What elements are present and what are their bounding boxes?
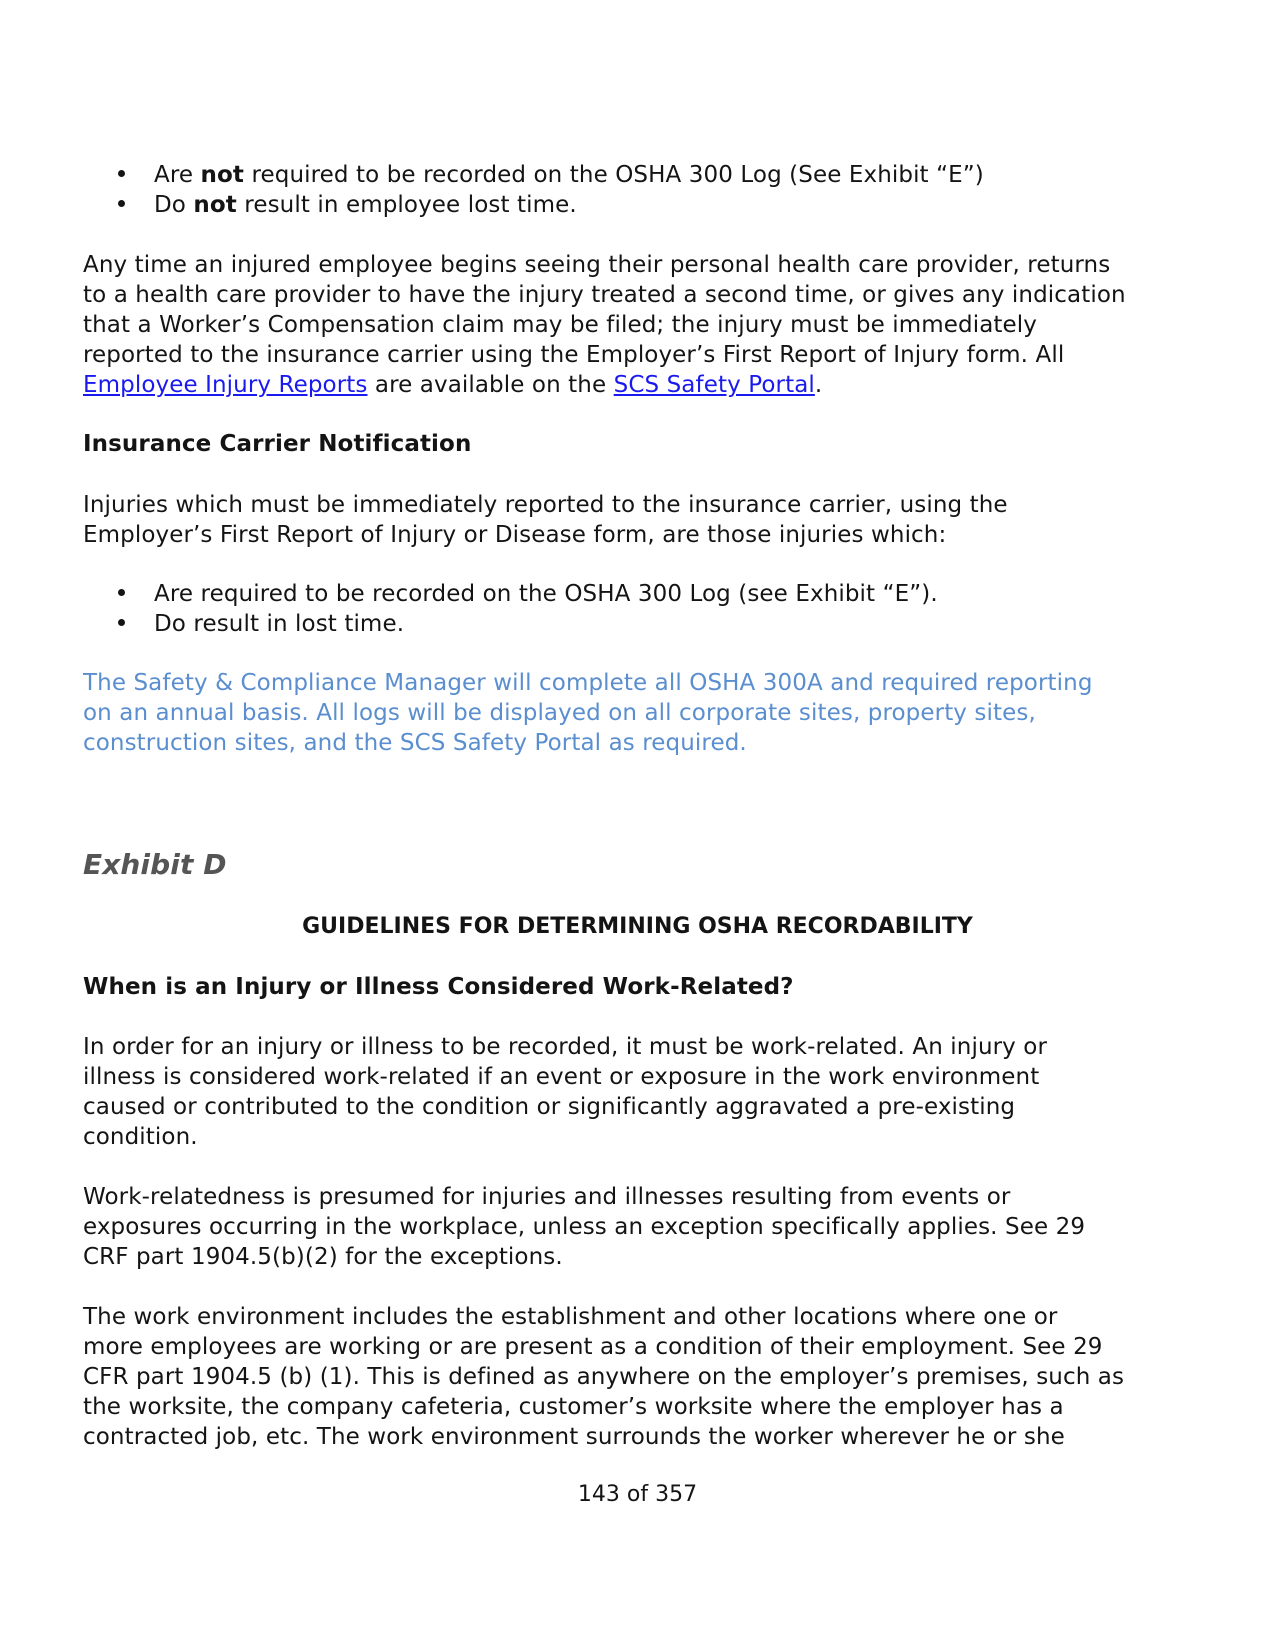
body-text-line: CFR part 1904.5 (b) (1). This is defined as anywhere on the employer’s premises, such as [83, 1364, 1125, 1390]
exhibit-title: Exhibit D [83, 848, 227, 881]
employee-injury-reports-link[interactable]: Employee Injury Reports [83, 372, 368, 398]
body-text-line: Injuries which must be immediately reported to the insurance carrier, using the [83, 492, 1008, 518]
bullet-icon [118, 589, 125, 596]
highlighted-text-line: construction sites, and the SCS Safety Portal as required. [83, 730, 747, 756]
body-text-line: CRF part 1904.5(b)(2) for the exceptions. [83, 1244, 563, 1270]
bullet-item [118, 609, 1238, 639]
body-text: are available on the [367, 372, 614, 398]
body-text-line: Work-relatedness is presumed for injuries and illnesses resulting from events or [83, 1184, 1011, 1210]
bullet-text: Do [154, 192, 194, 218]
body-text-line: to a health care provider to have the injury treated a second time, or gives any indication [83, 282, 1126, 308]
body-text-line: reported to the insurance carrier using the Employer’s First Report of Injury form. All [83, 342, 1065, 368]
body-text-line: condition. [83, 1124, 198, 1150]
body-text-line: illness is considered work-related if an event or exposure in the work environment [83, 1064, 1040, 1090]
section-heading: Insurance Carrier Notification [83, 431, 472, 457]
body-text-line: Employer’s First Report of Injury or Disease form, are those injuries which: [83, 522, 947, 548]
bullet-text: Are [154, 162, 201, 188]
highlighted-text-line: on an annual basis. All logs will be displayed on all corporate sites, property sites, [83, 700, 1036, 726]
scs-safety-portal-link[interactable]: SCS Safety Portal [613, 372, 815, 398]
section-heading: When is an Injury or Illness Considered Work-Related? [83, 974, 794, 1000]
bullet-item [118, 190, 1238, 220]
body-text-line: The work environment includes the establishment and other locations where one or [83, 1304, 1058, 1330]
highlighted-text-line: The Safety & Compliance Manager will complete all OSHA 300A and required reporting [83, 670, 1093, 696]
bullet-text: Are required to be recorded on the OSHA 300 Log (see Exhibit “E”). [154, 581, 938, 607]
bullet-item [118, 160, 1238, 190]
body-text-line: the worksite, the company cafeteria, customer’s worksite where the employer has a [83, 1394, 1064, 1420]
bullet-icon [118, 170, 125, 177]
bullet-icon [118, 200, 125, 207]
bullet-text: result in employee lost time. [236, 192, 577, 218]
body-text-line [83, 370, 1203, 400]
bullet-emphasis: not [200, 162, 245, 188]
bullet-text: required to be recorded on the OSHA 300 Log (See Exhibit “E”) [244, 162, 984, 188]
guidelines-title: GUIDELINES FOR DETERMINING OSHA RECORDABILITY [302, 914, 973, 939]
bullet-icon [118, 619, 125, 626]
page-number: 143 of 357 [577, 1482, 698, 1507]
body-text-line: Any time an injured employee begins seeing their personal health care provider, returns [83, 252, 1111, 278]
body-text-line: In order for an injury or illness to be recorded, it must be work-related. An injury or [83, 1034, 1048, 1060]
body-text: . [814, 372, 823, 398]
body-text-line: exposures occurring in the workplace, unless an exception specifically applies. See 29 [83, 1214, 1086, 1240]
body-text-line: more employees are working or are present as a condition of their employment. See 29 [83, 1334, 1103, 1360]
bullet-item [118, 579, 1238, 609]
bullet-text: Do result in lost time. [154, 611, 405, 637]
body-text-line: contracted job, etc. The work environment surrounds the worker wherever he or she [83, 1424, 1065, 1450]
body-text-line: caused or contributed to the condition or significantly aggravated a pre-existing [83, 1094, 1016, 1120]
bullet-emphasis: not [193, 192, 237, 218]
body-text-line: that a Worker’s Compensation claim may be filed; the injury must be immediately [83, 312, 1037, 338]
